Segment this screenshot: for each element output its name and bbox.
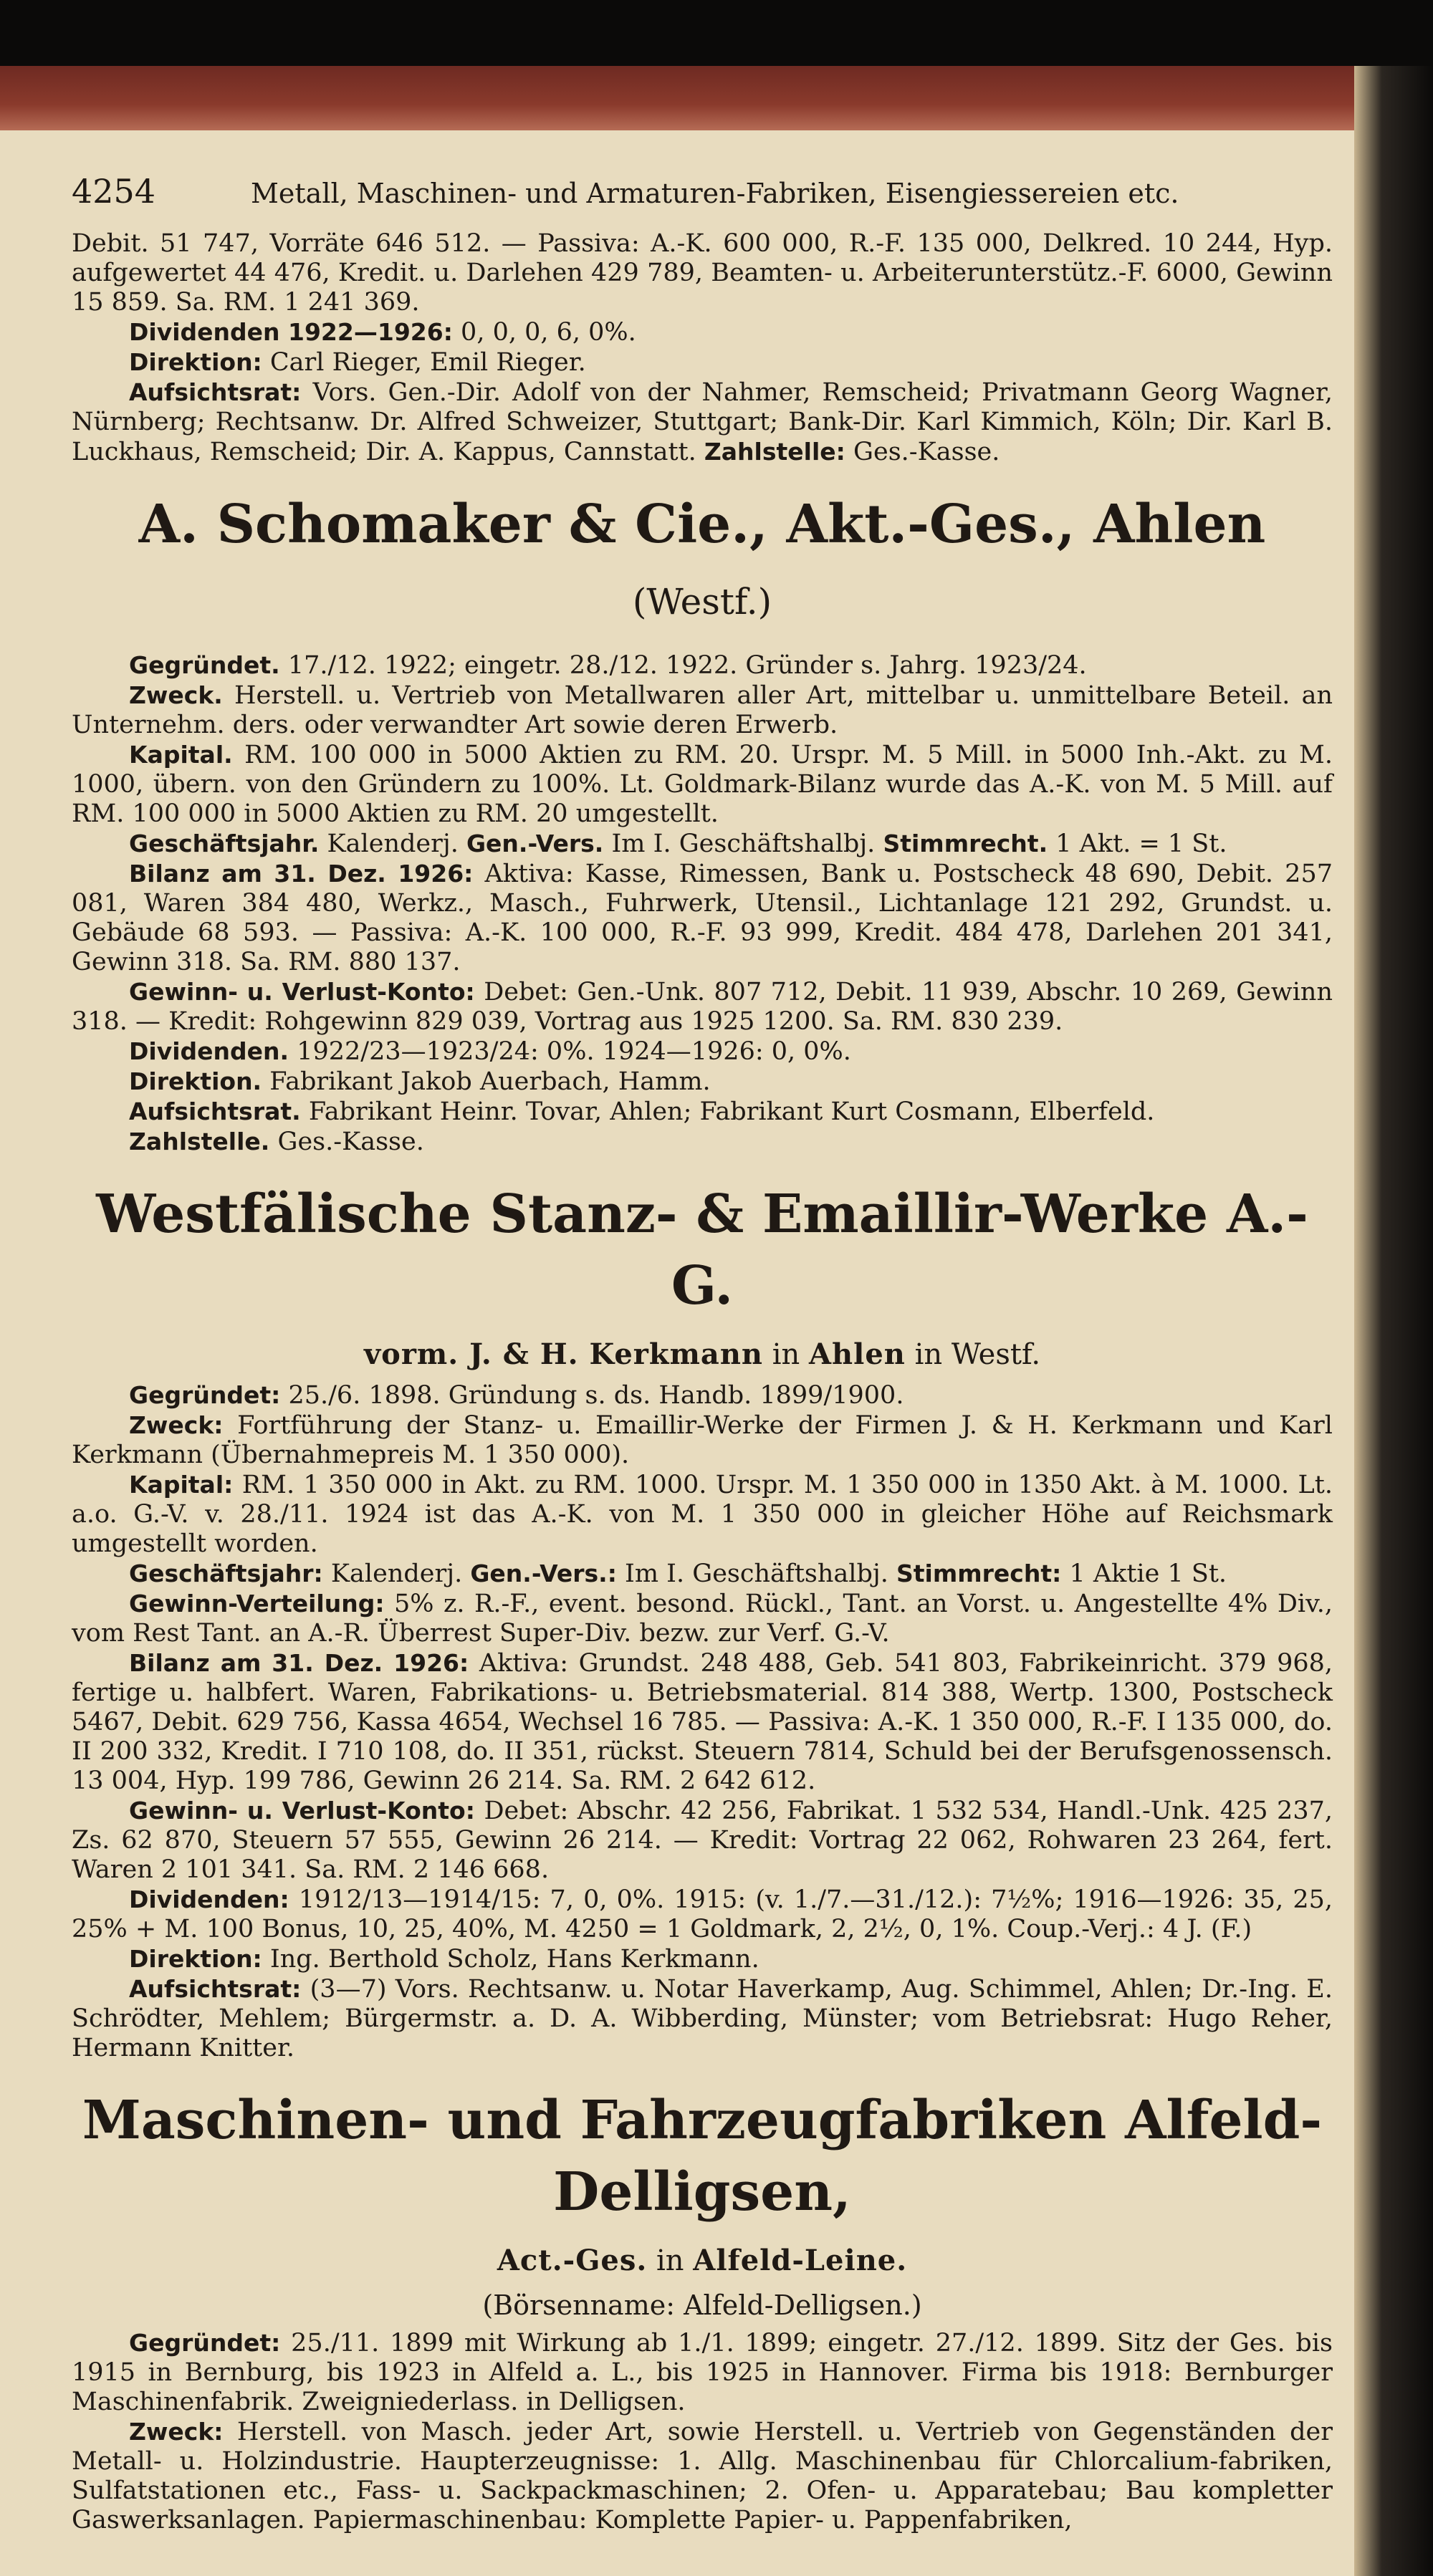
westf-aufsichtsrat: Aufsichtsrat: (3—7) Vors. Rechtsanw. u. Notar Haverkamp, Aug. Schimmel, Ahlen; Dr.-Ing. E. Schrödter, Mehlem; Bürgermstr. a. D. A. Wibberding, Münster; vom Betriebsrat: Hugo Reher, Hermann Knitter. <box>72 1975 1333 2062</box>
schomaker-direktion: Direktion. Fabrikant Jakob Auerbach, Hamm. <box>129 1067 711 1096</box>
running-title: Metall, Maschinen- und Armaturen-Fabriken, Eisengiessereien etc. <box>251 178 1179 209</box>
prev-direktion: Direktion: Carl Rieger, Emil Rieger. <box>129 348 586 377</box>
schomaker-kapital: Kapital. RM. 100 000 in 5000 Aktien zu RM. 20. Urspr. M. 5 Mill. in 5000 Inh.-Akt. zu M. 1000, übern. von den Gründern zu 100%. Lt. Goldmark-Bilanz wurde das A.-K. von M. 5 Mill. auf RM. 100 000 in 5000 Aktien zu RM. 20 umgestellt. <box>72 741 1333 828</box>
alfeld-zweck: Zweck: Herstell. von Masch. jeder Art, sowie Herstell. u. Vertrieb von Gegenständen der Metall- u. Holzindustrie. Haupterzeugnisse: 1. Allg. Maschinenbau für Chlorcalium-fabriken, Sulfatstationen etc., Fass- u. Sackpackmaschinen; 2. Ofen- u. Apparatebau; Bau kompletter Gaswerksanlagen. Papiermaschinenbau: Komplette Papier- u. Pappenfabriken, <box>72 2418 1333 2534</box>
company-title-westfaelische: Westfälische Stanz- & Emaillir-Werke A.-G. <box>96 1183 1308 1317</box>
westfaelische-subtitle: vorm. J. & H. Kerkmann in Ahlen in Westf. <box>363 1337 1041 1371</box>
alfeld-boersenname: (Börsenname: Alfeld-Delligsen.) <box>482 2289 922 2321</box>
company-title-alfeld: Maschinen- und Fahrzeugfabriken Alfeld-Delligsen, <box>82 2090 1323 2223</box>
westf-geschaeftsjahr: Geschäftsjahr: Kalenderj. Gen.-Vers.: Im I. Geschäftshalbj. Stimmrecht: 1 Aktie 1 St. <box>129 1559 1227 1588</box>
prev-aufsichtsrat: Aufsichtsrat: Vors. Gen.-Dir. Adolf von der Nahmer, Remscheid; Privatmann Georg Wagner, Nürnberg; Rechtsanw. Dr. Alfred Schweizer, Stuttgart; Bank-Dir. Karl Kimmich, Köln; Dir. Karl B. Luckhaus, Remscheid; Dir. A. Kappus, Cannstatt. Zahlstelle: Ges.-Kasse. <box>72 378 1333 466</box>
westf-gewinnverteilung: Gewinn-Verteilung: 5% z. R.-F., event. besond. Rückl., Tant. an Vorst. u. Angestellte 4% Div., vom Rest Tant. an A.-R. Überrest Super-Div. bezw. zur Verf. G.-V. <box>72 1590 1333 1648</box>
westf-guv: Gewinn- u. Verlust-Konto: Debet: Abschr. 42 256, Fabrikat. 1 532 534, Handl.-Unk. 425 237, Zs. 62 870, Steuern 57 555, Gewinn 26 214. — Kredit: Vortrag 22 062, Rohwaren 23 264, fert. Waren 2 101 341. Sa. RM. 2 146 668. <box>72 1797 1333 1884</box>
section-alfeld <box>72 2085 1333 2535</box>
page-shadow-edge <box>1354 66 1433 2576</box>
westf-zweck: Zweck: Fortführung der Stanz- u. Emaillir-Werke der Firmen J. & H. Kerkmann und Karl Kerkmann (Übernahmepreis M. 1 350 000). <box>72 1411 1333 1469</box>
schomaker-gegruendet: Gegründet. 17./12. 1922; eingetr. 28./12. 1922. Gründer s. Jahrg. 1923/24. <box>129 651 1087 680</box>
book-cover-edge <box>0 66 1365 130</box>
company-title-schomaker: A. Schomaker & Cie., Akt.-Ges., Ahlen (Westf.) <box>138 494 1266 623</box>
schomaker-zahlstelle: Zahlstelle. Ges.-Kasse. <box>129 1128 424 1156</box>
section-westfaelische <box>72 1178 1333 2063</box>
prev-balance-text: Debit. 51 747, Vorräte 646 512. — Passiva: A.-K. 600 000, R.-F. 135 000, Delkred. 10 244, Hyp. aufgewertet 44 476, Kredit. u. Darlehen 429 789, Beamten- u. Arbeiterunterstütz.-F. 6000, Gewinn 15 859. Sa. RM. 1 241 369. <box>72 229 1333 317</box>
schomaker-geschaeftsjahr: Geschäftsjahr. Kalenderj. Gen.-Vers. Im I. Geschäftshalbj. Stimmrecht. 1 Akt. = 1 St. <box>129 830 1227 858</box>
page-number: 4254 <box>72 172 156 211</box>
alfeld-gegruendet: Gegründet: 25./11. 1899 mit Wirkung ab 1./1. 1899; eingetr. 27./12. 1899. Sitz der Ges. bis 1915 in Bernburg, bis 1923 in Alfeld a. L., bis 1925 in Hannover. Firma bis 1918: Bernburger Maschinenfabrik. Zweigniederlass. in Delligsen. <box>72 2329 1333 2416</box>
schomaker-guv: Gewinn- u. Verlust-Konto: Debet: Gen.-Unk. 807 712, Debit. 11 939, Abschr. 10 269, Gewinn 318. — Kredit: Rohgewinn 829 039, Vortrag aus 1925 1200. Sa. RM. 830 239. <box>72 978 1333 1036</box>
schomaker-dividenden: Dividenden. 1922/23—1923/24: 0%. 1924—1926: 0, 0%. <box>129 1037 851 1066</box>
westf-gegruendet: Gegründet: 25./6. 1898. Gründung s. ds. Handb. 1899/1900. <box>129 1381 904 1410</box>
westf-bilanz: Bilanz am 31. Dez. 1926: Aktiva: Grundst. 248 488, Geb. 541 803, Fabrikeinricht. 379 968, fertige u. halbfert. Waren, Fabrikations- u. Betriebsmaterial. 814 388, Wertp. 1300, Postscheck 5467, Debit. 629 756, Kassa 4654, Wechsel 16 785. — Passiva: A.-K. 1 350 000, R.-F. I 135 000, do. II 200 332, Kredit. I 710 108, do. II 351, rückst. Steuern 7814, Schuld bei der Berufsgenossensch. 13 004, Hyp. 199 786, Gewinn 26 214. Sa. RM. 2 642 612. <box>72 1649 1333 1795</box>
westf-direktion: Direktion: Ing. Berthold Scholz, Hans Kerkmann. <box>129 1945 759 1974</box>
westf-kapital: Kapital: RM. 1 350 000 in Akt. zu RM. 1000. Urspr. M. 1 350 000 in 1350 Akt. à M. 1000. Lt. a.o. G.-V. v. 28./11. 1924 ist das A.-K. von M. 1 350 000 in gleicher Höhe auf Reichsmark umgestellt worden. <box>72 1471 1333 1558</box>
alfeld-subtitle: Act.-Ges. in Alfeld-Leine. <box>497 2244 908 2277</box>
schomaker-bilanz: Bilanz am 31. Dez. 1926: Aktiva: Kasse, Rimessen, Bank u. Postscheck 48 690, Debit. 257 081, Waren 384 480, Werkz., Masch., Fuhrwerk, Utensil., Lichtanlage 121 292, Grundst. u. Gebäude 68 593. — Passiva: A.-K. 100 000, R.-F. 93 999, Kredit. 484 478, Darlehen 201 341, Gewinn 318. Sa. RM. 880 137. <box>72 860 1333 976</box>
westf-dividenden: Dividenden: 1912/13—1914/15: 7, 0, 0%. 1915: (v. 1./7.—31./12.): 7½%; 1916—1926: 35, 25, 25% + M. 100 Bonus, 10, 25, 40%, M. 4250 = 1 Goldmark, 2, 2½, 0, 1%. Coup.-Verj.: 4 J. (F.) <box>72 1885 1333 1943</box>
section-schomaker <box>72 489 1333 1157</box>
running-header <box>72 172 1333 229</box>
section-prev-company <box>72 229 1333 467</box>
page-content <box>72 172 1333 2535</box>
schomaker-aufsichtsrat: Aufsichtsrat. Fabrikant Heinr. Tovar, Ahlen; Fabrikant Kurt Cosmann, Elberfeld. <box>129 1097 1155 1126</box>
schomaker-zweck: Zweck. Herstell. u. Vertrieb von Metallwaren aller Art, mittelbar u. unmittelbare Beteil. an Unternehm. ders. oder verwandter Art sowie deren Erwerb. <box>72 681 1333 739</box>
prev-dividends: Dividenden 1922—1926: 0, 0, 0, 6, 0%. <box>129 318 636 347</box>
